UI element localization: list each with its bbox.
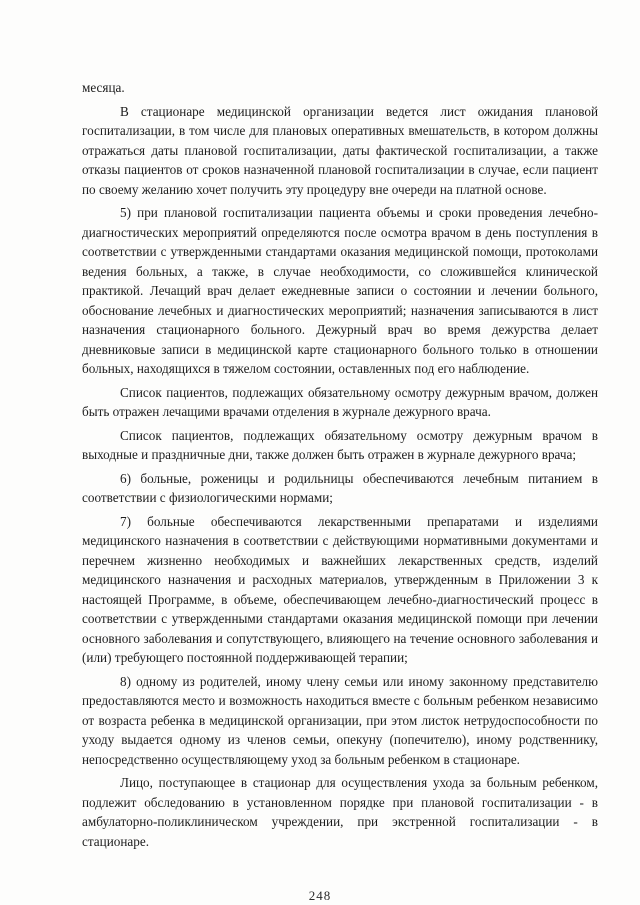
paragraph-continuation: месяца. (82, 80, 125, 95)
paragraph-item-6: 6) больные, роженицы и родильницы обеспечиваются лечебным питанием в соответствии с физиологическими нормами; (82, 470, 598, 505)
paragraph-duty-doctor-list: Список пациентов, подлежащих обязательному осмотру дежурным врачом, должен быть отражен лечащими врачами отделения в журнале дежурного врача. (82, 384, 598, 419)
page-number: 248 (308, 888, 332, 903)
document-body (82, 78, 598, 855)
paragraph-waiting-list: В стационаре медицинской организации ведется лист ожидания плановой госпитализации, в том числе для плановых оперативных вмешательств, в котором должны отражаться даты плановой госпитализации, даты фактической госпитализации, а также отказы пациентов от сроков назначенной плановой госпитализации в случае, если пациент по своему желанию хочет получить эту процедуру вне очереди на платной основе. (82, 103, 598, 197)
paragraph-item-7: 7) больные обеспечиваются лекарственными препаратами и изделиями медицинского назначения в соответствии с действующими нормативными документами и перечнем жизненно необходимых и важнейших лекарственных средств, изделий медицинского назначения и расходных материалов, утвержденным в Приложении 3 к настоящей Программе, в объеме, обеспечивающем лечебно-диагностический процесс в соответствии с утвержденными стандартами оказания медицинской помощи при лечении основного заболевания и сопутствующего, влияющего на течение основного заболевания и (или) требующего постоянной поддерживающей терапии; (82, 513, 598, 665)
paragraph-holiday-list: Список пациентов, подлежащих обязательному осмотру дежурным врачом в выходные и праздничные дни, также должен быть отражен в журнале дежурного врача; (82, 427, 598, 462)
paragraph-item-8: 8) одному из родителей, иному члену семьи или иному законному представителю предоставляются место и возможность находиться вместе с больным ребенком независимо от возраста ребенка в медицинской организации, при этом листок нетрудоспособности по уходу выдается одному из членов семьи, опекуну (попечителю), иному родственнику, непосредственно осуществляющему уход за больным ребенком в стационаре. (82, 673, 598, 767)
paragraph-caregiver: Лицо, поступающее в стационар для осуществления ухода за больным ребенком, подлежит обследованию в установленном порядке при плановой госпитализации - в амбулаторно-поликлиническом учреждении, при экстренной госпитализации - в стационаре. (82, 775, 598, 849)
paragraph-item-5: 5) при плановой госпитализации пациента объемы и сроки проведения лечебно-диагностических мероприятий определяются после осмотра врачом в день поступления в соответствии с утвержденными стандартами оказания медицинской помощи, протоколами ведения больных, а также, в случае необходимости, со сложившейся клинической практикой. Лечащий врач делает ежедневные записи о состоянии и лечении больного, обоснование лечебных и диагностических мероприятий; назначения записываются в лист назначения стационарного больного. Дежурный врач во время дежурства делает дневниковые записи в медицинской карте стационарного больного только в отношении больных, находящихся в тяжелом состоянии, оставленных под его наблюдение. (82, 205, 598, 376)
